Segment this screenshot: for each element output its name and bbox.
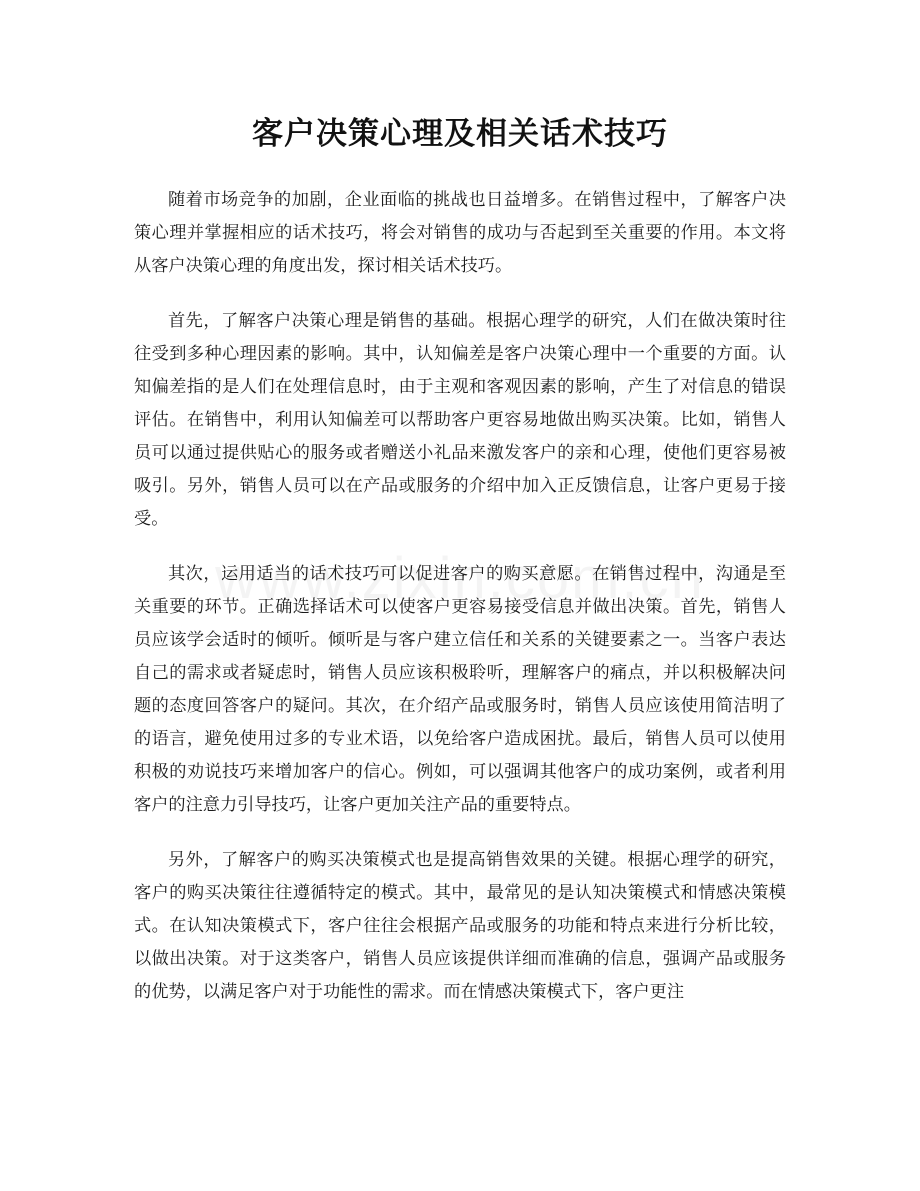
- document-body: [134, 184, 786, 1031]
- paragraph: 其次，运用适当的话术技巧可以促进客户的购买意愿。在销售过程中，沟通是至关重要的环节。正确选择话术可以使客户更容易接受信息并做出决策。首先，销售人员应该学会适时的倾听。倾听是与客户建立信任和关系的关键要素之一。当客户表达自己的需求或者疑虑时，销售人员应该积极聆听，理解客户的痛点，并以积极解决问题的态度回答客户的疑问。其次，在介绍产品或服务时，销售人员应该使用简洁明了的语言，避免使用过多的专业术语，以免给客户造成困扰。最后，销售人员可以使用积极的劝说技巧来增加客户的信心。例如，可以强调其他客户的成功案例，或者利用客户的注意力引导技巧，让客户更加关注产品的重要特点。: [134, 564, 786, 815]
- paragraph: 另外，了解客户的购买决策模式也是提高销售效果的关键。根据心理学的研究，客户的购买决策往往遵循特定的模式。其中，最常见的是认知决策模式和情感决策模式。在认知决策模式下，客户往往会根据产品或服务的功能和特点来进行分析比较，以做出决策。对于这类客户，销售人员应该提供详细而准确的信息，强调产品或服务的优势，以满足客户对于功能性的需求。而在情感决策模式下，客户更注: [134, 850, 786, 1002]
- paragraph: 首先，了解客户决策心理是销售的基础。根据心理学的研究，人们在做决策时往往受到多种心理因素的影响。其中，认知偏差是客户决策心理中一个重要的方面。认知偏差指的是人们在处理信息时，由于主观和客观因素的影响，产生了对信息的错误评估。在销售中，利用认知偏差可以帮助客户更容易地做出购买决策。比如，销售人员可以通过提供贴心的服务或者赠送小礼品来激发客户的亲和心理，使他们更容易被吸引。另外，销售人员可以在产品或服务的介绍中加入正反馈信息，让客户更易于接受。: [134, 311, 786, 529]
- paragraph: 随着市场竞争的加剧，企业面临的挑战也日益增多。在销售过程中，了解客户决策心理并掌握相应的话术技巧，将会对销售的成功与否起到至关重要的作用。本文将从客户决策心理的角度出发，探讨相关话术技巧。: [134, 190, 786, 276]
- document-title: 客户决策心理及相关话术技巧: [252, 116, 668, 152]
